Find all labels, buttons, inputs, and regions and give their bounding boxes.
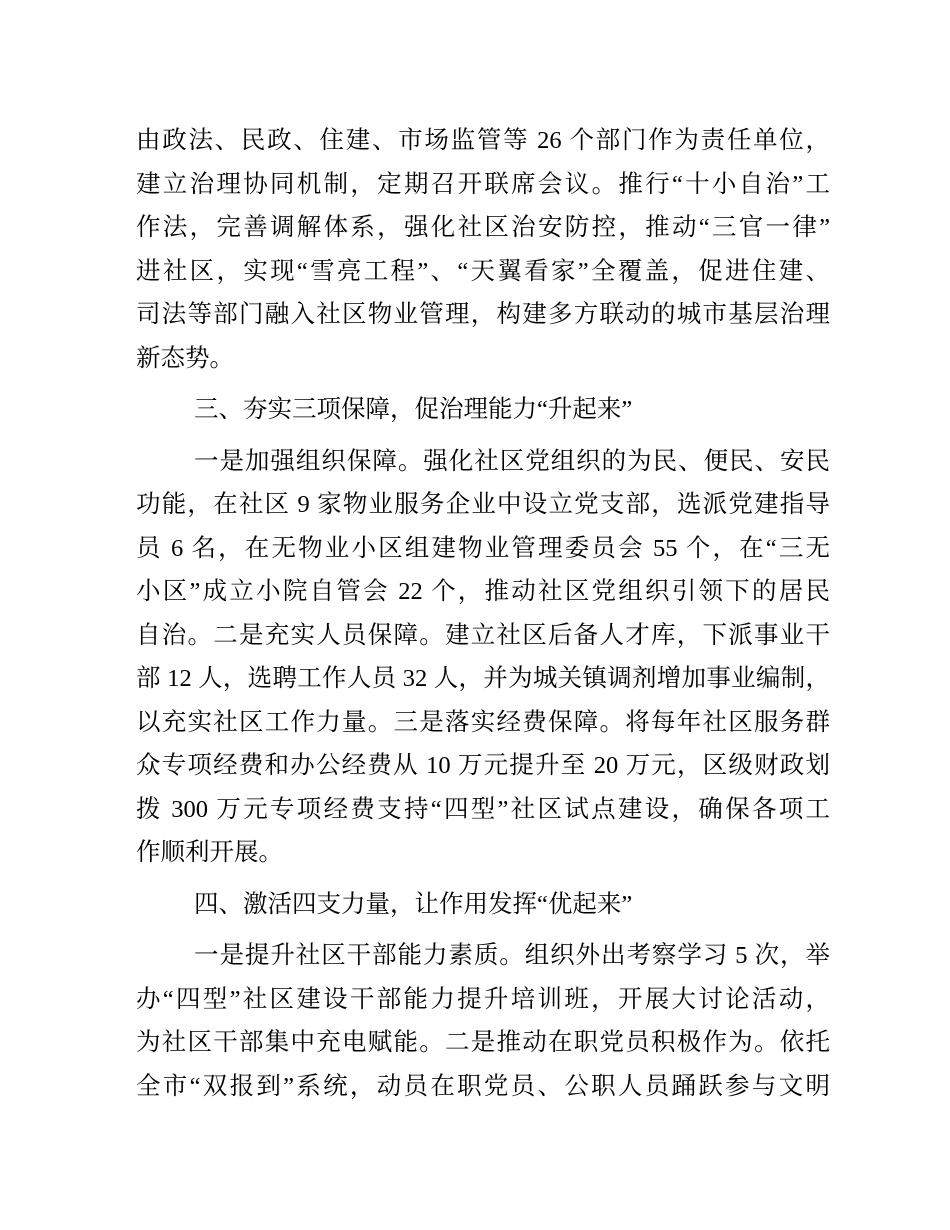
text-line: 部 12 人，选聘工作人员 32 人，并为城关镇调剂增加事业编制， [136, 665, 830, 692]
text-line: 全市“双报到”系统，动员在职党员、公职人员踊跃参与文明 [136, 1072, 830, 1100]
text-line: 作顺利开展。 [136, 839, 283, 866]
text-line: 小区”成立小院自管会 22 个，推动社区党组织引领下的居民 [136, 578, 830, 605]
text-line: 为社区干部集中充电赋能。二是推动在职党员积极作为。依托 [136, 1029, 830, 1056]
text-line: 自治。二是充实人员保障。建立社区后备人才库，下派事业干 [136, 621, 830, 649]
document-content [136, 119, 830, 1108]
text-line: 拨 300 万元专项经费支持“四型”社区试点建设，确保各项工 [136, 795, 830, 823]
text-line: 新态势。 [136, 344, 234, 372]
text-line: 功能，在社区 9 家物业服务企业中设立党支部，选派党建指导 [136, 491, 830, 518]
heading-section-four: 四、激活四支力量，让作用发挥“优起来” [194, 890, 633, 918]
text-line: 一是加强组织保障。强化社区党组织的为民、便民、安民 [194, 447, 830, 475]
text-line: 一是提升社区干部能力素质。组织外出考察学习 5 次，举 [194, 942, 830, 969]
text-line: 进社区，实现“雪亮工程”、“天翼看家”全覆盖，促进住建、 [136, 257, 830, 285]
text-line: 作法，完善调解体系，强化社区治安防控，推动“三官一律” [136, 214, 830, 241]
text-line: 以充实社区工作力量。三是落实经费保障。将每年社区服务群 [136, 708, 830, 736]
heading-section-three: 三、夯实三项保障，促治理能力“升起来” [194, 396, 633, 423]
text-line: 由政法、民政、住建、市场监管等 26 个部门作为责任单位， [136, 127, 830, 154]
text-line: 司法等部门融入社区物业管理，构建多方联动的城市基层治理 [136, 301, 830, 328]
text-line: 众专项经费和办公经费从 10 万元提升至 20 万元，区级财政划 [136, 752, 830, 779]
text-line: 办“四型”社区建设干部能力提升培训班，开展大讨论活动， [136, 985, 830, 1013]
text-line: 员 6 名，在无物业小区组建物业管理委员会 55 个，在“三无 [136, 534, 830, 562]
text-line: 建立治理协同机制，定期召开联席会议。推行“十小自治”工 [136, 170, 830, 198]
